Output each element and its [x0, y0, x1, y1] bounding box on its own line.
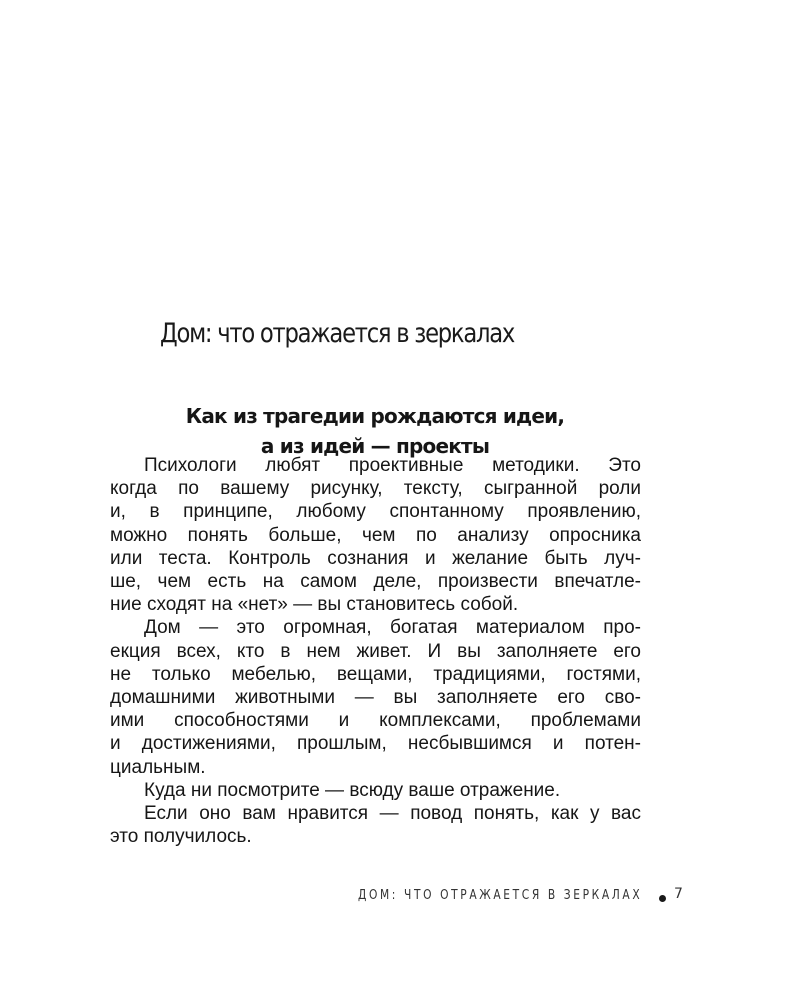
paragraph-line: когда по вашему рисунку, тексту, сыгранной роли	[110, 478, 641, 500]
paragraph-line: домашними животными — вы заполняете его сво-	[110, 687, 641, 709]
paragraph-line: екция всех, кто в нем живет. И вы заполняете его	[110, 640, 641, 662]
chapter-title: Дом: что отражается в зеркалах	[160, 318, 515, 349]
paragraph-line: можно понять больше, чем по анализу опросника	[110, 524, 641, 546]
running-footer-title: ДОМ: ЧТО ОТРАЖАЕТСЯ В ЗЕРКАЛАХ	[358, 888, 643, 903]
paragraph-line: это получилось.	[110, 826, 252, 848]
paragraph-line: и, в принципе, любому спонтанному проявлению,	[110, 501, 641, 523]
paragraph-line: ше, чем есть на самом деле, произвести впечатле-	[110, 571, 641, 593]
paragraph-line: и достижениями, прошлым, несбывшимся и потен-	[110, 733, 641, 755]
section-heading-line-1: Как из трагедии рождаются идеи,	[185, 404, 565, 428]
page-number: 7	[674, 886, 683, 902]
footer-bullet-icon	[659, 895, 666, 902]
paragraph-line: или теста. Контроль сознания и желание быть луч-	[110, 547, 641, 569]
paragraph-line: Дом — это огромная, богатая материалом про-	[144, 617, 641, 639]
section-heading	[110, 401, 640, 461]
paragraph-line: Психологи любят проективные методики. Это	[144, 455, 641, 476]
paragraph-line: Если оно вам нравится — повод понять, как у вас	[144, 803, 641, 825]
paragraph-line: циальным.	[110, 756, 206, 778]
section-heading-line-2: а из идей — проекты	[260, 434, 490, 458]
paragraph-line: Куда ни посмотрите — всюду ваше отражение.	[144, 779, 561, 801]
paragraph-line: не только мебелью, вещами, традициями, гостями,	[110, 663, 641, 685]
paragraph-line: ние сходят на «нет» — вы становитесь собой.	[110, 594, 519, 616]
paragraph-line: ими способностями и комплексами, проблемами	[110, 710, 641, 732]
body-text	[110, 454, 641, 848]
